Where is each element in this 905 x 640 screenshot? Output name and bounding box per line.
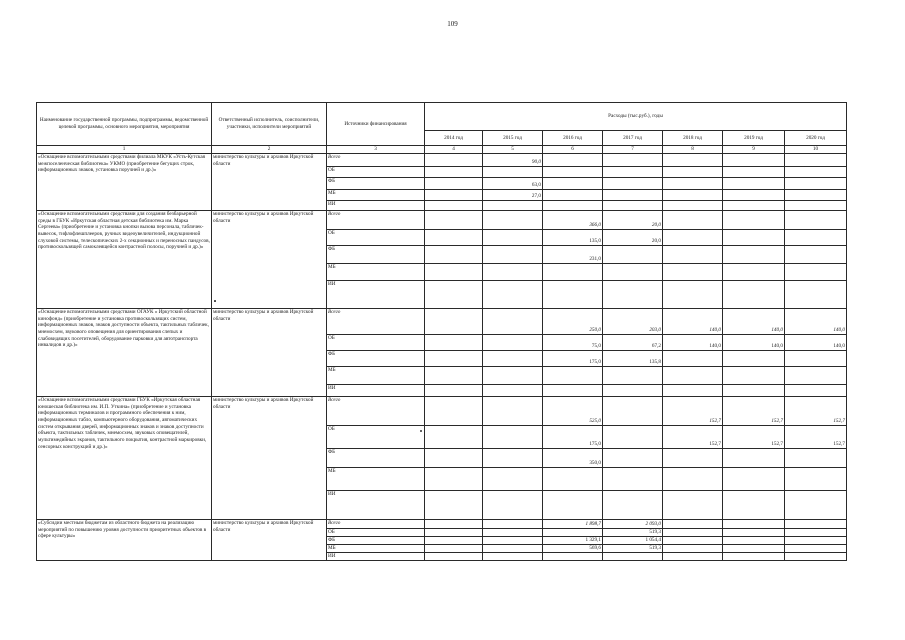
expense-value bbox=[663, 281, 723, 309]
expense-value: 152,7 bbox=[785, 426, 847, 449]
header-year: 2017 год bbox=[603, 131, 663, 146]
expense-value: 140,0 bbox=[785, 335, 847, 351]
funding-source: Всего bbox=[327, 154, 425, 167]
expense-value: 140,0 bbox=[663, 335, 723, 351]
funding-source: ОБ bbox=[327, 335, 425, 351]
expense-value bbox=[785, 529, 847, 537]
expense-value: 135,0 bbox=[543, 230, 603, 246]
expense-value bbox=[603, 167, 663, 178]
table-row bbox=[37, 211, 847, 230]
expense-value bbox=[603, 468, 663, 491]
table-row bbox=[37, 397, 847, 426]
column-index-cell: 1 bbox=[37, 146, 212, 154]
expense-value: 1 898,7 bbox=[543, 520, 603, 529]
expense-value bbox=[663, 529, 723, 537]
expense-value: 175,0 bbox=[543, 426, 603, 449]
expense-value bbox=[425, 367, 483, 385]
expense-value: 350,0 bbox=[543, 449, 603, 468]
expense-value bbox=[483, 335, 543, 351]
expense-value: 1 329,1 bbox=[543, 537, 603, 545]
expense-value bbox=[785, 351, 847, 367]
expense-value bbox=[483, 309, 543, 335]
expense-value bbox=[425, 190, 483, 201]
expense-value bbox=[723, 178, 785, 190]
funding-source: ФБ bbox=[327, 537, 425, 545]
expense-value bbox=[543, 367, 603, 385]
expense-value bbox=[785, 553, 847, 561]
expense-value bbox=[723, 230, 785, 246]
expense-value bbox=[483, 491, 543, 520]
funding-source: Всего bbox=[327, 211, 425, 230]
expense-value: 20,0 bbox=[603, 230, 663, 246]
expense-value bbox=[663, 201, 723, 211]
expense-value bbox=[603, 367, 663, 385]
expense-value bbox=[663, 178, 723, 190]
expense-value bbox=[543, 529, 603, 537]
column-index-cell: 2 bbox=[212, 146, 327, 154]
expense-value bbox=[483, 264, 543, 281]
expense-value bbox=[663, 351, 723, 367]
expense-value bbox=[425, 154, 483, 167]
expense-value bbox=[543, 385, 603, 397]
expense-value bbox=[425, 264, 483, 281]
funding-source: Всего bbox=[327, 397, 425, 426]
column-index-cell: 10 bbox=[785, 146, 847, 154]
expense-value bbox=[603, 264, 663, 281]
column-index-row bbox=[37, 146, 847, 154]
expense-value bbox=[663, 491, 723, 520]
expense-value bbox=[663, 167, 723, 178]
expense-value bbox=[603, 246, 663, 264]
expense-value: 175,0 bbox=[543, 351, 603, 367]
expense-value bbox=[483, 449, 543, 468]
expense-value bbox=[425, 449, 483, 468]
header-year: 2019 год bbox=[723, 131, 785, 146]
expense-value bbox=[785, 491, 847, 520]
expense-value bbox=[785, 281, 847, 309]
expense-value: 569,6 bbox=[543, 545, 603, 553]
expense-value bbox=[543, 468, 603, 491]
expense-value: 519,3 bbox=[603, 529, 663, 537]
expense-value bbox=[723, 553, 785, 561]
expense-value bbox=[483, 385, 543, 397]
expense-value bbox=[785, 201, 847, 211]
column-index-cell: 7 bbox=[603, 146, 663, 154]
activity-name: «Оснащение вспомогательными средствами ОГАУК « Иркутский областной кинофонд» (приобретение и установка противоскользящих систем, информационных знаков, знаков доступности объекта, тактильных табличек, мнемосхем, звукового оповещения для ориентирования слепых и слабовидящих посетителей, оборудование парковки для автотранспорта инвалидов и др.)» bbox=[37, 309, 212, 397]
expense-value: 140,0 bbox=[663, 309, 723, 335]
expense-value bbox=[663, 520, 723, 529]
expense-value: 203,0 bbox=[603, 309, 663, 335]
table-header bbox=[37, 103, 847, 146]
expense-value bbox=[603, 397, 663, 426]
expense-value: 27,0 bbox=[483, 190, 543, 201]
expense-value bbox=[723, 190, 785, 201]
expense-value bbox=[663, 190, 723, 201]
column-index-cell: 5 bbox=[483, 146, 543, 154]
expense-value bbox=[663, 230, 723, 246]
expense-value bbox=[723, 491, 785, 520]
expense-value bbox=[483, 281, 543, 309]
expense-value bbox=[785, 449, 847, 468]
expense-value bbox=[425, 309, 483, 335]
expense-value bbox=[785, 167, 847, 178]
expense-value bbox=[483, 520, 543, 529]
expense-value bbox=[723, 468, 785, 491]
responsible-executor: министерство культуры и архивов Иркутской области bbox=[212, 397, 327, 520]
expense-value bbox=[603, 201, 663, 211]
expense-value bbox=[483, 553, 543, 561]
expense-value bbox=[723, 167, 785, 178]
expense-value bbox=[483, 211, 543, 230]
expense-value bbox=[723, 264, 785, 281]
expense-value bbox=[425, 167, 483, 178]
expense-value bbox=[425, 385, 483, 397]
expense-value: 140,0 bbox=[723, 309, 785, 335]
expense-value bbox=[723, 281, 785, 309]
column-index-cell: 3 bbox=[327, 146, 425, 154]
expense-value bbox=[603, 385, 663, 397]
header-year: 2016 год bbox=[543, 131, 603, 146]
funding-source: МБ bbox=[327, 264, 425, 281]
expense-value bbox=[603, 178, 663, 190]
expense-value bbox=[543, 201, 603, 211]
expense-value bbox=[663, 553, 723, 561]
expense-value bbox=[425, 246, 483, 264]
expense-value bbox=[483, 230, 543, 246]
expense-value bbox=[425, 553, 483, 561]
scan-speck bbox=[214, 300, 216, 302]
activity-name: «Оснащение вспомогательными средствами для создания безбарьерной среды в ГБУК «Иркутская областная детская библиотека им. Марка Сергеева» (приобретение и установка кнопки вызова персонала, табличек-вывесок, тифлофлешплееров, ручных видеоувеличителей, индукционной слуховой системы, телескопических 2-х секционных и переносных пандусов, противоскользящей самоклеящейся контрастной полосы, поручней и др.)» bbox=[37, 211, 212, 309]
expense-value bbox=[785, 367, 847, 385]
funding-source: МБ bbox=[327, 190, 425, 201]
expense-value bbox=[543, 190, 603, 201]
header-expenses: Расходы (тыс.руб.), годы bbox=[425, 103, 847, 131]
expense-value bbox=[425, 520, 483, 529]
expense-value bbox=[425, 545, 483, 553]
expense-value bbox=[425, 335, 483, 351]
expense-value bbox=[785, 211, 847, 230]
funding-source: ОБ bbox=[327, 529, 425, 537]
expense-value bbox=[785, 230, 847, 246]
column-index-cell: 8 bbox=[663, 146, 723, 154]
expense-value bbox=[483, 246, 543, 264]
expense-value: 231,0 bbox=[543, 246, 603, 264]
expense-value bbox=[483, 397, 543, 426]
column-index-cell: 6 bbox=[543, 146, 603, 154]
expense-value bbox=[425, 529, 483, 537]
expense-value bbox=[723, 537, 785, 545]
column-index-cell: 4 bbox=[425, 146, 483, 154]
expense-value bbox=[425, 211, 483, 230]
funding-source: ОБ bbox=[327, 167, 425, 178]
table-row bbox=[37, 154, 847, 167]
responsible-executor: министерство культуры и архивов Иркутской области bbox=[212, 520, 327, 561]
funding-source: Всего bbox=[327, 309, 425, 335]
expense-value: 152,7 bbox=[663, 397, 723, 426]
header-year: 2018 год bbox=[663, 131, 723, 146]
expense-value: 67,2 bbox=[603, 335, 663, 351]
expense-value bbox=[543, 281, 603, 309]
expense-value bbox=[785, 385, 847, 397]
expense-value bbox=[723, 246, 785, 264]
funding-source: МБ bbox=[327, 545, 425, 553]
responsible-executor: министерство культуры и архивов Иркутской области bbox=[212, 154, 327, 211]
expense-value bbox=[425, 230, 483, 246]
funding-source: ФБ bbox=[327, 449, 425, 468]
expense-value bbox=[483, 545, 543, 553]
expense-value bbox=[483, 351, 543, 367]
expense-value bbox=[785, 154, 847, 167]
expense-value bbox=[425, 178, 483, 190]
expense-value bbox=[425, 201, 483, 211]
expense-value: 63,0 bbox=[483, 178, 543, 190]
expense-value bbox=[603, 449, 663, 468]
expense-value bbox=[785, 520, 847, 529]
expense-value bbox=[723, 154, 785, 167]
funding-source: ОБ bbox=[327, 426, 425, 449]
activity-name: «Оснащение вспомогательными средствами филиала МКУК «Усть-Кутская межпоселенческая библиотека» УКМО (приобретение бегущих строк, информационных знаков, установка поручней и др.)» bbox=[37, 154, 212, 211]
expense-value bbox=[603, 190, 663, 201]
expense-value bbox=[785, 264, 847, 281]
expense-value bbox=[663, 385, 723, 397]
expense-value bbox=[663, 545, 723, 553]
expense-value: 366,0 bbox=[543, 211, 603, 230]
header-funding-source: Источники финансирования bbox=[327, 103, 425, 146]
funding-source: ИИ bbox=[327, 201, 425, 211]
expense-value bbox=[723, 385, 785, 397]
funding-source: ФБ bbox=[327, 246, 425, 264]
expense-value bbox=[723, 201, 785, 211]
expense-value bbox=[603, 426, 663, 449]
expense-value bbox=[425, 397, 483, 426]
expense-value bbox=[543, 154, 603, 167]
expense-value: 152,7 bbox=[785, 397, 847, 426]
expense-value: 20,0 bbox=[603, 211, 663, 230]
expense-value bbox=[425, 537, 483, 545]
expense-value bbox=[483, 537, 543, 545]
expense-value bbox=[663, 211, 723, 230]
funding-source: МБ bbox=[327, 468, 425, 491]
expense-value bbox=[543, 264, 603, 281]
expense-value bbox=[723, 367, 785, 385]
expense-value bbox=[663, 537, 723, 545]
expense-value bbox=[603, 491, 663, 520]
expense-value bbox=[663, 246, 723, 264]
budget-table bbox=[36, 102, 847, 561]
scan-speck bbox=[420, 430, 422, 432]
expense-value bbox=[785, 190, 847, 201]
funding-source: МБ bbox=[327, 367, 425, 385]
funding-source: ИИ bbox=[327, 385, 425, 397]
header-responsible: Ответственный исполнитель, соисполнители, участники, исполнители мероприятий bbox=[212, 103, 327, 146]
expense-value bbox=[785, 178, 847, 190]
expense-value bbox=[483, 468, 543, 491]
expense-value bbox=[785, 246, 847, 264]
expense-value bbox=[483, 426, 543, 449]
expense-value bbox=[603, 553, 663, 561]
expense-value bbox=[543, 553, 603, 561]
expense-value: 140,0 bbox=[785, 309, 847, 335]
expense-value bbox=[723, 529, 785, 537]
expense-value: 2 093,0 bbox=[603, 520, 663, 529]
expense-value bbox=[723, 449, 785, 468]
expense-value bbox=[483, 167, 543, 178]
expense-value: 75,0 bbox=[543, 335, 603, 351]
funding-source: ФБ bbox=[327, 351, 425, 367]
table-row bbox=[37, 520, 847, 529]
expense-value bbox=[785, 537, 847, 545]
expense-value bbox=[663, 367, 723, 385]
expense-value bbox=[603, 154, 663, 167]
expense-value: 250,0 bbox=[543, 309, 603, 335]
expense-value bbox=[663, 264, 723, 281]
expense-value: 152,7 bbox=[663, 426, 723, 449]
expense-value bbox=[723, 351, 785, 367]
header-year: 2020 год bbox=[785, 131, 847, 146]
responsible-executor: министерство культуры и архивов Иркутской области bbox=[212, 211, 327, 309]
expense-value bbox=[785, 545, 847, 553]
funding-source: ИИ bbox=[327, 281, 425, 309]
expense-value bbox=[425, 468, 483, 491]
activity-name: «Субсидии местным бюджетам из областного бюджета на реализацию мероприятий по повышению уровня доступности приоритетных объектов в сфере культуры» bbox=[37, 520, 212, 561]
column-index-cell: 9 bbox=[723, 146, 785, 154]
header-name: Наименование государственной программы, подпрограммы, ведомственной целевой программы, основного мероприятия, мероприятия bbox=[37, 103, 212, 146]
expense-value bbox=[723, 211, 785, 230]
expense-value: 519,3 bbox=[603, 545, 663, 553]
expense-value bbox=[543, 178, 603, 190]
table-row bbox=[37, 309, 847, 335]
expense-value bbox=[663, 468, 723, 491]
expense-value bbox=[425, 281, 483, 309]
expense-value bbox=[483, 201, 543, 211]
expense-value: 135,8 bbox=[603, 351, 663, 367]
header-year: 2015 год bbox=[483, 131, 543, 146]
responsible-executor: министерство культуры и архивов Иркутской области bbox=[212, 309, 327, 397]
funding-source: ФБ bbox=[327, 178, 425, 190]
expense-value bbox=[483, 367, 543, 385]
expense-value bbox=[425, 491, 483, 520]
expense-value bbox=[483, 529, 543, 537]
expense-value bbox=[543, 167, 603, 178]
expense-value bbox=[723, 545, 785, 553]
expense-value bbox=[663, 449, 723, 468]
expense-value bbox=[603, 281, 663, 309]
expense-value: 1 054,4 bbox=[603, 537, 663, 545]
funding-source: ИИ bbox=[327, 491, 425, 520]
expense-value bbox=[543, 491, 603, 520]
expense-value: 140,0 bbox=[723, 335, 785, 351]
header-year: 2014 год bbox=[425, 131, 483, 146]
expense-value bbox=[723, 520, 785, 529]
funding-source: ОБ bbox=[327, 230, 425, 246]
expense-value bbox=[425, 426, 483, 449]
table-body bbox=[37, 146, 847, 561]
expense-value: 90,0 bbox=[483, 154, 543, 167]
funding-source: ИИ bbox=[327, 553, 425, 561]
activity-name: «Оснащение вспомогательными средствами ГБУК «Иркутская областная юношеская библиотека им. И.П. Уткина» (приобретение и установка информационных терминалов и программного обеспечения к ним, информационных табло, компьютерного оборудования, автоматических систем открывания дверей, информационных знаков и знаков доступности объекта, тактильных табличек, мнемосхем, звуковых оповещателей, мультимедийных экранов, тактильного покрытия, контрастной маркировки, сенсорных конструкций и др.)» bbox=[37, 397, 212, 520]
expense-value: 525,0 bbox=[543, 397, 603, 426]
expense-value bbox=[425, 351, 483, 367]
page-number: 109 bbox=[447, 20, 458, 28]
expense-value: 152,7 bbox=[723, 397, 785, 426]
funding-source: Всего bbox=[327, 520, 425, 529]
expense-value bbox=[663, 154, 723, 167]
expense-value: 152,7 bbox=[723, 426, 785, 449]
expense-value bbox=[785, 468, 847, 491]
